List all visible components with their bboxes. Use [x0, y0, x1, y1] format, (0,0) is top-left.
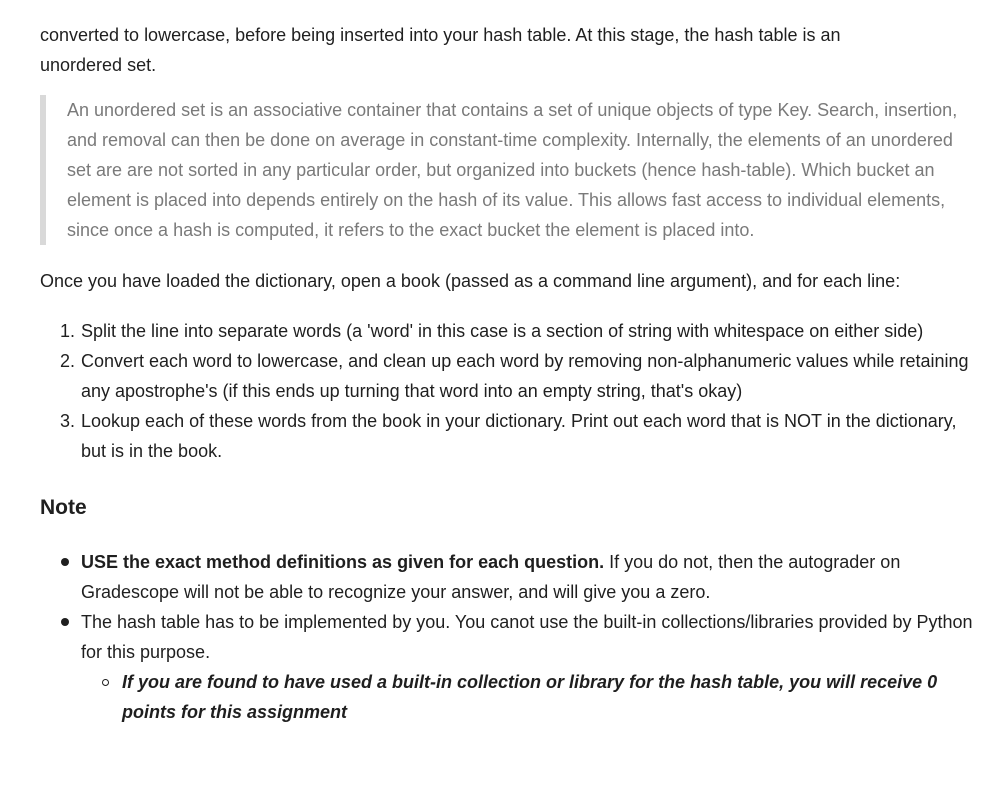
list-item — [81, 547, 980, 607]
bullet-icon — [61, 618, 69, 626]
list-item — [59, 406, 981, 466]
note-emphasis: USE the exact method definitions as given for each question. — [81, 552, 605, 572]
bullet-icon — [61, 558, 69, 566]
unordered-set-quote — [40, 95, 962, 245]
note-list — [40, 547, 980, 727]
list-item — [122, 667, 980, 727]
step-text: Split the line into separate words (a 'word' in this case is a section of string with whitespace on either side) — [81, 321, 924, 341]
steps-list — [40, 316, 981, 466]
book-instructions-paragraph: Once you have loaded the dictionary, open a book (passed as a command line argument), and for each line: — [40, 271, 901, 291]
step-number: 1. — [59, 321, 75, 341]
sub-list — [81, 667, 980, 727]
list-item — [81, 607, 980, 727]
warning-text: If you are found to have used a built-in collection or library for the hash table, you will receive 0 points for this assignment — [122, 672, 938, 722]
quote-text: An unordered set is an associative container that contains a set of unique objects of type Key. Search, insertion, and removal can then be done on average in constant-time complexity. Internally, the elements of an unordered set are are not sorted in any particular order, but organized into buckets (hence hash-table). Which bucket an element is placed into depends entirely on the hash of its value. This allows fast access to individual elements, since once a hash is computed, it refers to the exact bucket the element is placed into. — [67, 100, 958, 240]
step-number: 2. — [59, 351, 75, 371]
step-text: Lookup each of these words from the book in your dictionary. Print out each word that is NOT in the dictionary, but is in the book. — [81, 411, 957, 461]
note-heading: Note — [40, 496, 87, 519]
note-text: If you do not, then the autograder on Gradescope will not be able to recognize your answer, and will give you a zero. — [81, 552, 901, 602]
intro-paragraph: converted to lowercase, before being inserted into your hash table. At this stage, the hash table is an unordered set. — [40, 25, 841, 75]
list-item — [59, 346, 981, 406]
note-text: The hash table has to be implemented by you. You canot use the built-in collections/libraries provided by Python for this purpose. — [81, 612, 973, 662]
hollow-bullet-icon — [102, 679, 109, 686]
step-text: Convert each word to lowercase, and clean up each word by removing non-alphanumeric values while retaining any apostrophe's (if this ends up turning that word into an empty string, that's okay) — [81, 351, 969, 401]
list-item — [59, 316, 981, 346]
step-number: 3. — [59, 411, 75, 431]
